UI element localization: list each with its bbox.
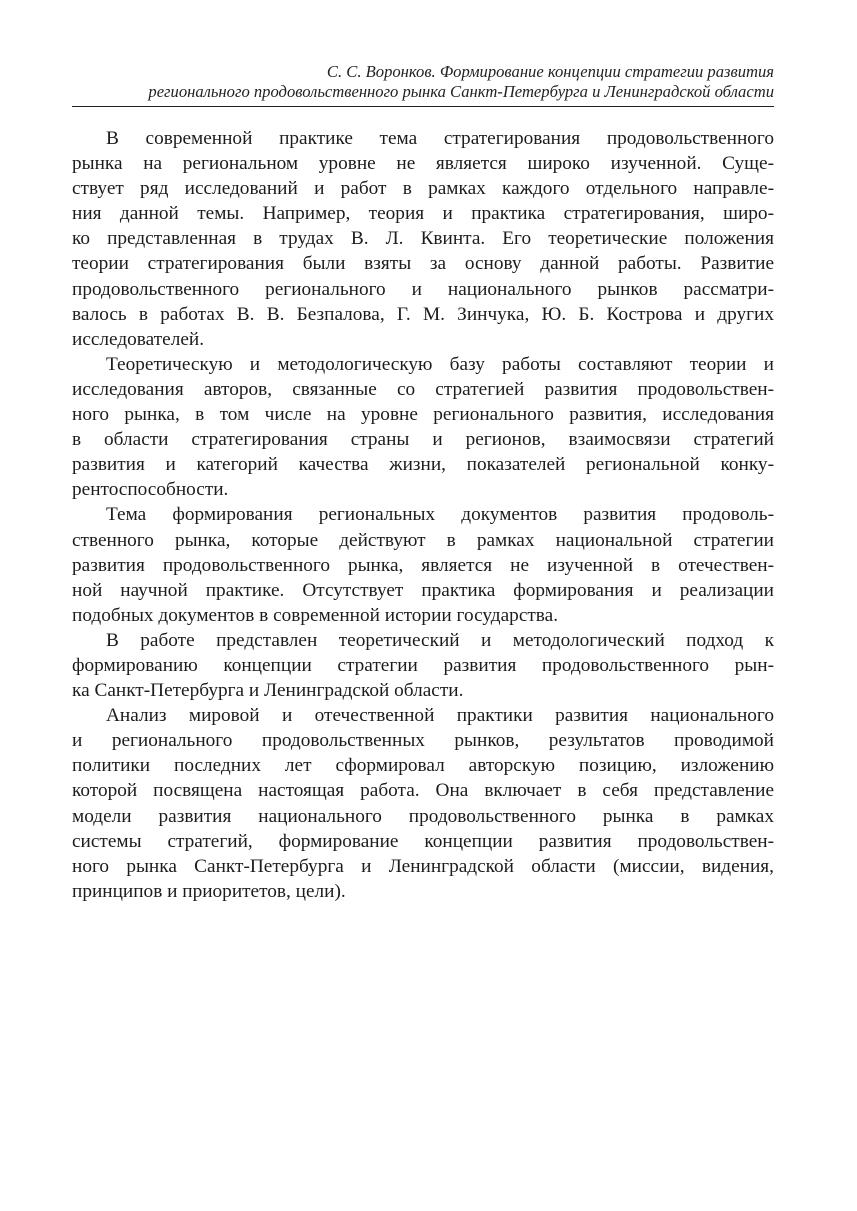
paragraph-4 (72, 628, 774, 703)
body-text (72, 126, 774, 904)
running-header-line: регионального продовольственного рынка Санкт-Петербурга и Ленинградской области (148, 82, 774, 101)
text-line: ствует ряд исследований и работ в рамках каждого отдельного направле- (72, 178, 774, 200)
text-line: исследователей. (72, 328, 205, 350)
running-header-line: С. С. Воронков. Формирование концепции стратегии развития (326, 62, 774, 81)
text-line: ственного рынка, которые действуют в рамках национальной стратегии (72, 529, 774, 551)
paragraph-3 (72, 502, 774, 627)
text-line: Тема формирования региональных документов развития продоволь- (106, 504, 774, 526)
text-line: валось в работах В. В. Безпалова, Г. М. Зинчука, Ю. Б. Кострова и других (72, 303, 774, 325)
text-line: развития и категорий качества жизни, показателей региональной конку- (72, 454, 774, 476)
text-line: В современной практике тема стратегирования продовольственного (106, 128, 774, 149)
text-line: рынка на региональном уровне не является широко изученной. Суще- (72, 153, 774, 175)
text-line: которой посвящена настоящая работа. Она включает в себя представление (72, 780, 774, 802)
text-line: и регионального продовольственных рынков, результатов проводимой (72, 730, 774, 752)
text-line: ного рынка, в том числе на уровне регионального развития, исследования (72, 404, 774, 426)
text-line: развития продовольственного рынка, является не изученной в отечествен- (72, 554, 774, 576)
text-line: Теоретическую и методологическую базу работы составляют теории и (106, 353, 774, 375)
text-line: принципов и приоритетов, цели). (72, 880, 346, 902)
paragraph-5 (72, 703, 774, 904)
text-line: политики последних лет сформировал авторскую позицию, изложению (72, 755, 774, 777)
text-line: модели развития национального продовольственного рынка в рамках (72, 805, 774, 827)
text-line: ко представленная в трудах В. Л. Квинта. Его теоретические положения (72, 228, 774, 250)
running-header (72, 62, 774, 102)
text-line: подобных документов в современной истории государства. (72, 604, 559, 626)
text-line: в области стратегирования страны и регионов, взаимосвязи стратегий (72, 429, 774, 451)
text-line: формированию концепции стратегии развития продовольственного рын- (72, 654, 774, 676)
text-line: теории стратегирования были взяты за основу данной работы. Развитие (72, 253, 774, 275)
paragraph-2 (72, 352, 774, 503)
text-line: системы стратегий, формирование концепции развития продовольствен- (72, 830, 774, 852)
text-line: исследования авторов, связанные со стратегией развития продовольствен- (72, 378, 774, 400)
paragraph-1 (72, 126, 774, 352)
text-line: ного рынка Санкт-Петербурга и Ленинградской области (миссии, видения, (72, 855, 774, 877)
text-line: продовольственного регионального и национального рынков рассматри- (72, 278, 774, 300)
text-line: Анализ мировой и отечественной практики развития национального (106, 705, 774, 727)
text-line: ния данной темы. Например, теория и практика стратегирования, широ- (72, 203, 774, 225)
text-line: рентоспособности. (72, 479, 229, 501)
text-line: В работе представлен теоретический и методологический подход к (106, 629, 774, 651)
text-line: ка Санкт-Петербурга и Ленинградской области. (72, 680, 464, 702)
text-line: ной научной практике. Отсутствует практика формирования и реализации (72, 579, 774, 601)
header-divider (72, 106, 774, 107)
